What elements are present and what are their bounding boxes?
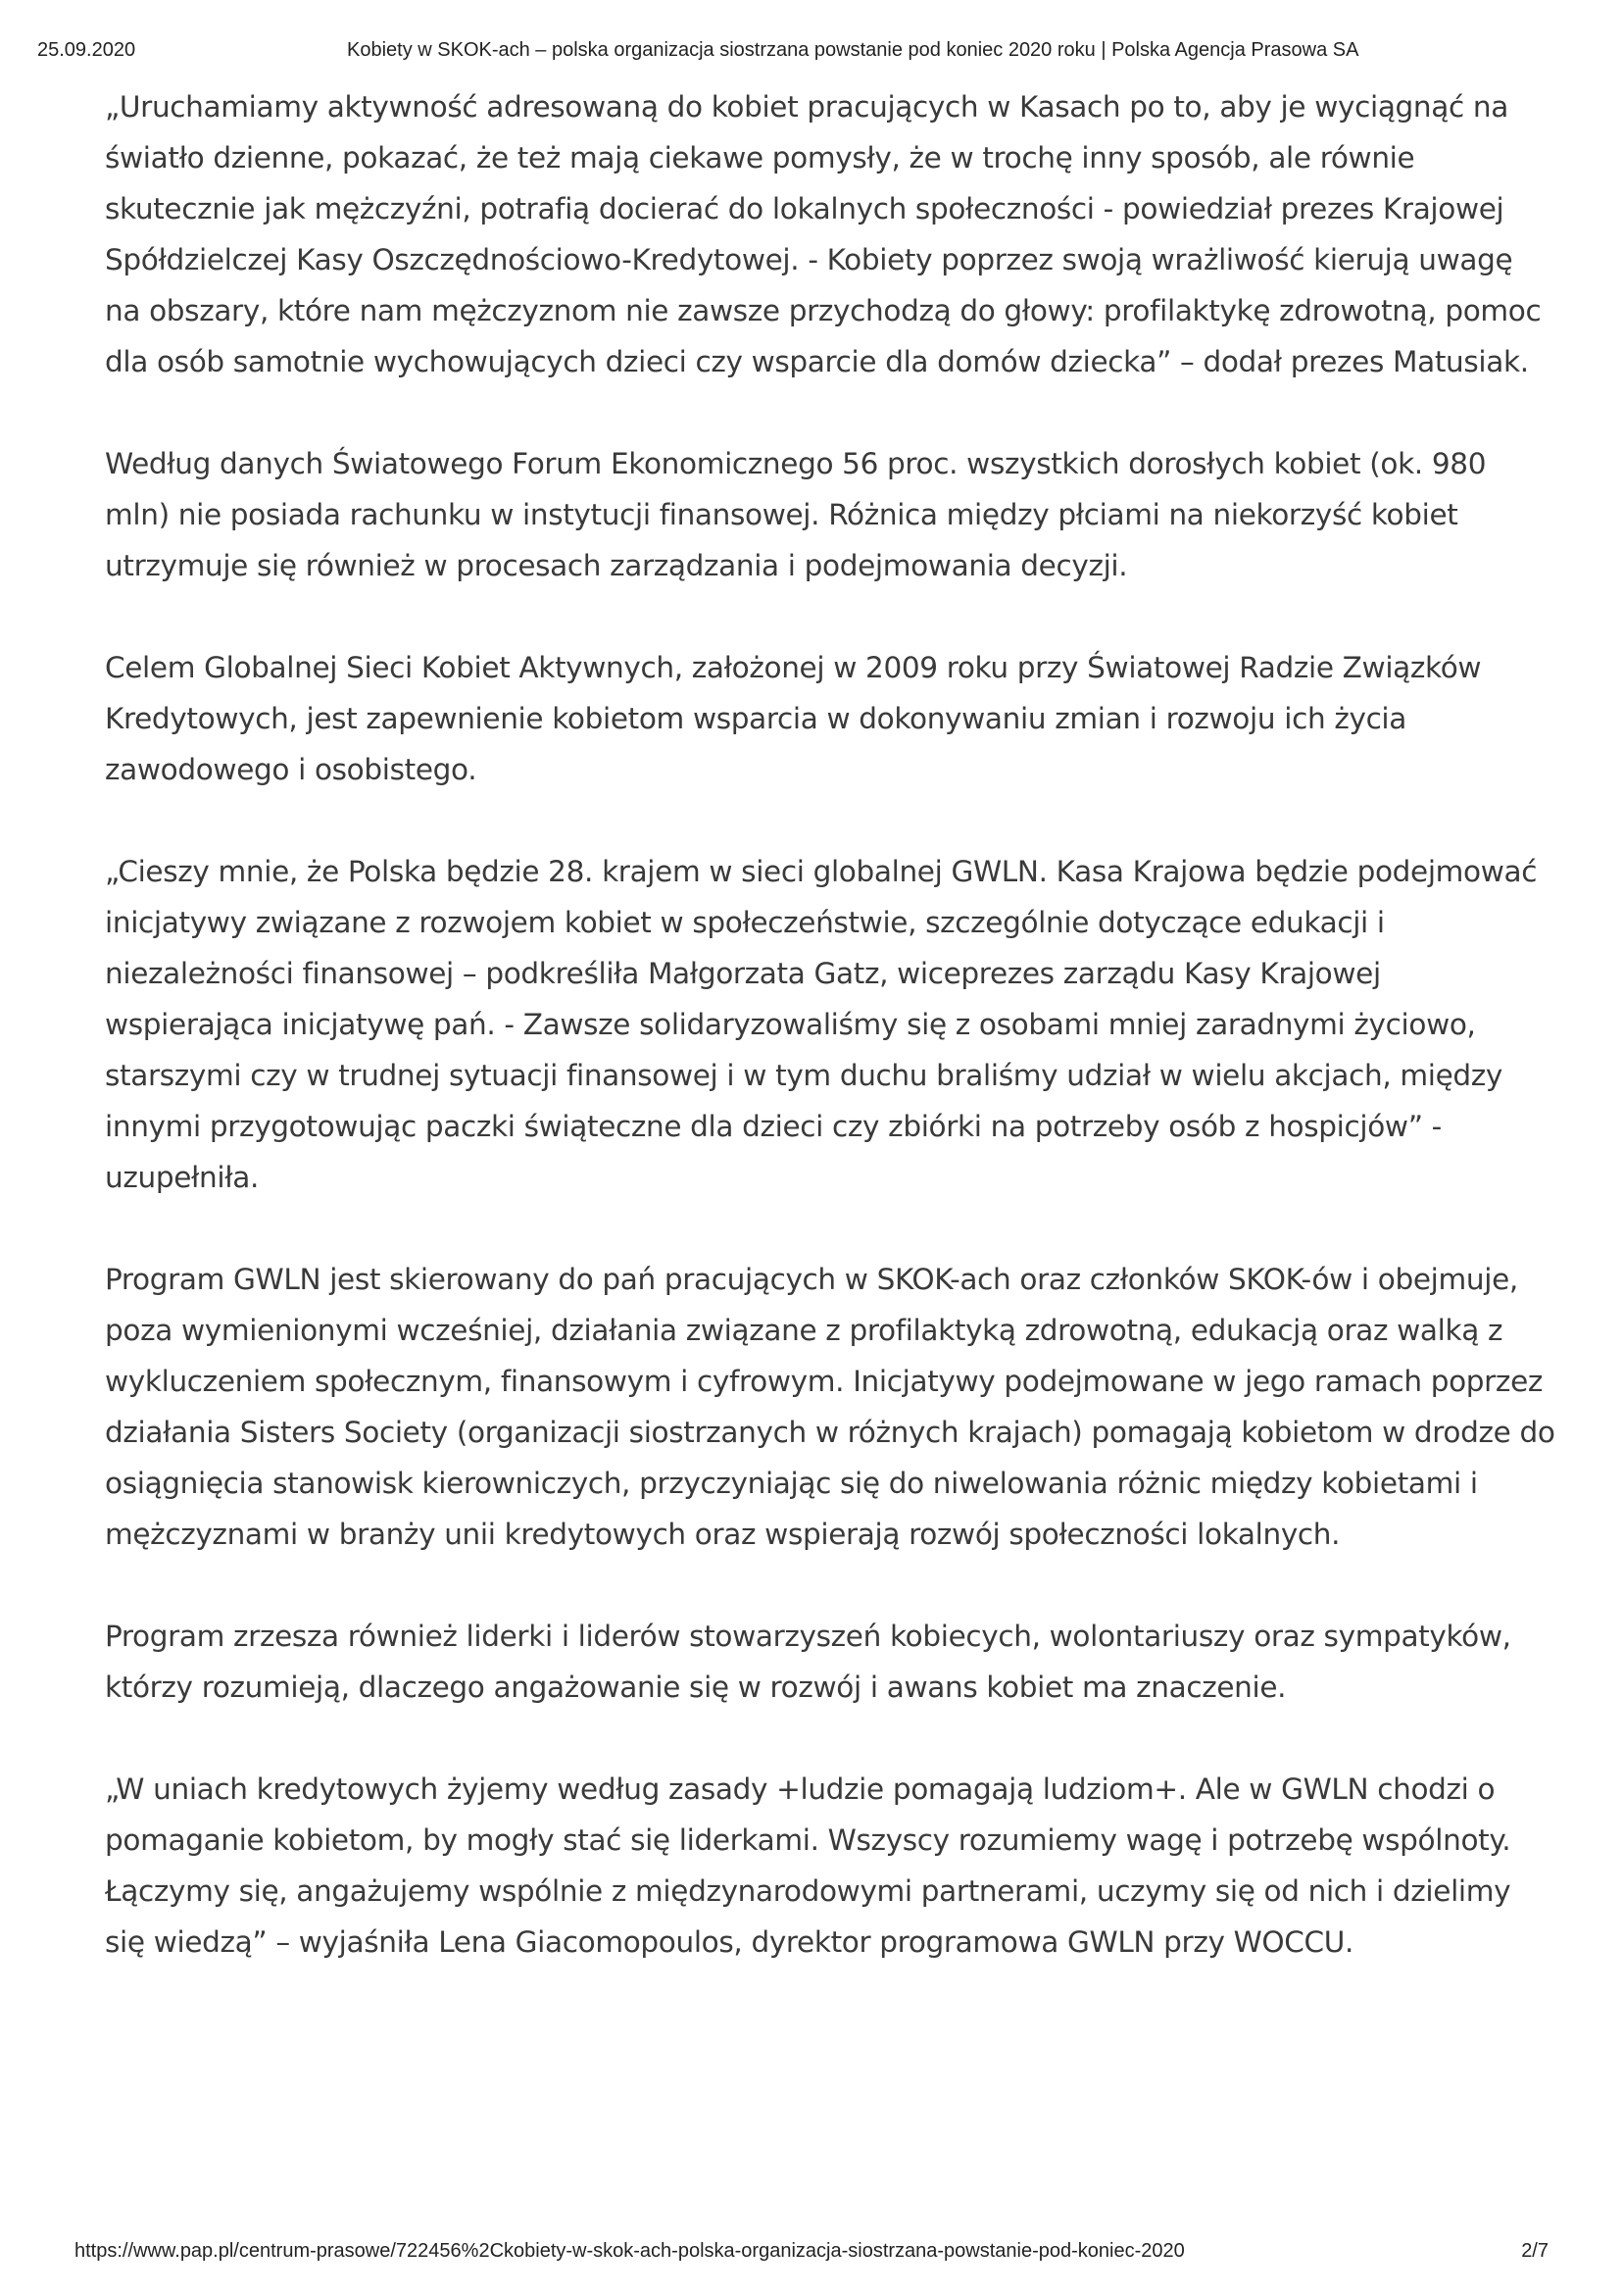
article-paragraph: „W uniach kredytowych żyjemy według zasady +ludzie pomagają ludziom+. Ale w GWLN chodzi o pomaganie kobietom, by mogły stać się liderkami. Wszyscy rozumiemy wagę i potrzebę wspólnoty. Łączymy się, angażujemy wspólnie z międzynarodowymi partnerami, uczymy się od nich i dzielimy się wiedzą” – wyjaśniła Lena Giacomopoulos, dyrektor programowa GWLN przy WOCCU. [105,1772,1511,1959]
print-header [37,39,1586,63]
article-paragraph: Celem Globalnej Sieci Kobiet Aktywnych, założonej w 2009 roku przy Światowej Radzie Związków Kredytowych, jest zapewnienie kobietom wsparcia w dokonywaniu zmian i rozwoju ich życia zawodowego i osobistego. [105,651,1482,786]
article-paragraph: „Cieszy mnie, że Polska będzie 28. krajem w sieci globalnej GWLN. Kasa Krajowa będzie podejmować inicjatywy związane z rozwojem kobiet w społeczeństwie, szczególnie dotyczące edukacji i niezależności finansowej – podkreśliła Małgorzata Gatz, wiceprezes zarządu Kasy Krajowej wspierająca inicjatywę pań. - Zawsze solidaryzowaliśmy się z osobami mniej zaradnymi życiowo, starszymi czy w trudnej sytuacji finansowej i w tym duchu braliśmy udział w wielu akcjach, między innymi przygotowując paczki świąteczne dla dzieci czy zbiórki na potrzeby osób z hospicjów” - uzupełniła. [105,855,1538,1194]
article-paragraph: „Uruchamiamy aktywność adresowaną do kobiet pracujących w Kasach po to, aby je wyciągnąć na światło dzienne, pokazać, że też mają ciekawe pomysły, że w trochę inny sposób, ale równie skutecznie jak mężczyźni, potrafią docierać do lokalnych społeczności - powiedział prezes Krajowej Spółdzielczej Kasy Oszczędnościowo-Kredytowej. - Kobiety poprzez swoją wrażliwość kierują uwagę na obszary, które nam mężczyznom nie zawsze przychodzą do głowy: profilaktykę zdrowotną, pomoc dla osób samotnie wychowujących dzieci czy wsparcie dla domów dziecka” – dodał prezes Matusiak. [105,90,1542,378]
page-number: 2/7 [1521,2240,1549,2262]
page-url: https://www.pap.pl/centrum-prasowe/722456%2Ckobiety-w-skok-ach-polska-organizacja-siostrzana-powstanie-pod-koniec-2020 [74,2240,1185,2262]
print-footer [74,2240,1549,2264]
article-paragraph: Program zrzesza również liderki i liderów stowarzyszeń kobiecych, wolontariuszy oraz sympatyków, którzy rozumieją, dlaczego angażowanie się w rozwój i awans kobiet ma znaczenie. [105,1620,1511,1704]
article-paragraph: Program GWLN jest skierowany do pań pracujących w SKOK-ach oraz członków SKOK-ów i obejmuje, poza wymienionymi wcześniej, działania związane z profilaktyką zdrowotną, edukacją oraz walką z wykluczeniem społecznym, finansowym i cyfrowym. Inicjatywy podejmowane w jego ramach poprzez działania Sisters Society (organizacji siostrzanych w różnych krajach) pomagają kobietom w drodze do osiągnięcia stanowisk kierowniczych, przyczyniając się do niwelowania różnic między kobietami i mężczyznami w branży unii kredytowych oraz wspierają rozwój społeczności lokalnych. [105,1263,1555,1551]
print-date: 25.09.2020 [37,39,136,61]
article-paragraph: Według danych Światowego Forum Ekonomicznego 56 proc. wszystkich dorosłych kobiet (ok. 980 mln) nie posiada rachunku w instytucji finansowej. Różnica między płciami na niekorzyść kobiet utrzymuje się również w procesach zarządzania i podejmowania decyzji. [105,447,1487,582]
page-title: Kobiety w SKOK-ach – polska organizacja siostrzana powstanie pod koniec 2020 roku | Polska Agencja Prasowa SA [347,39,1359,61]
article-body [105,81,1555,2019]
